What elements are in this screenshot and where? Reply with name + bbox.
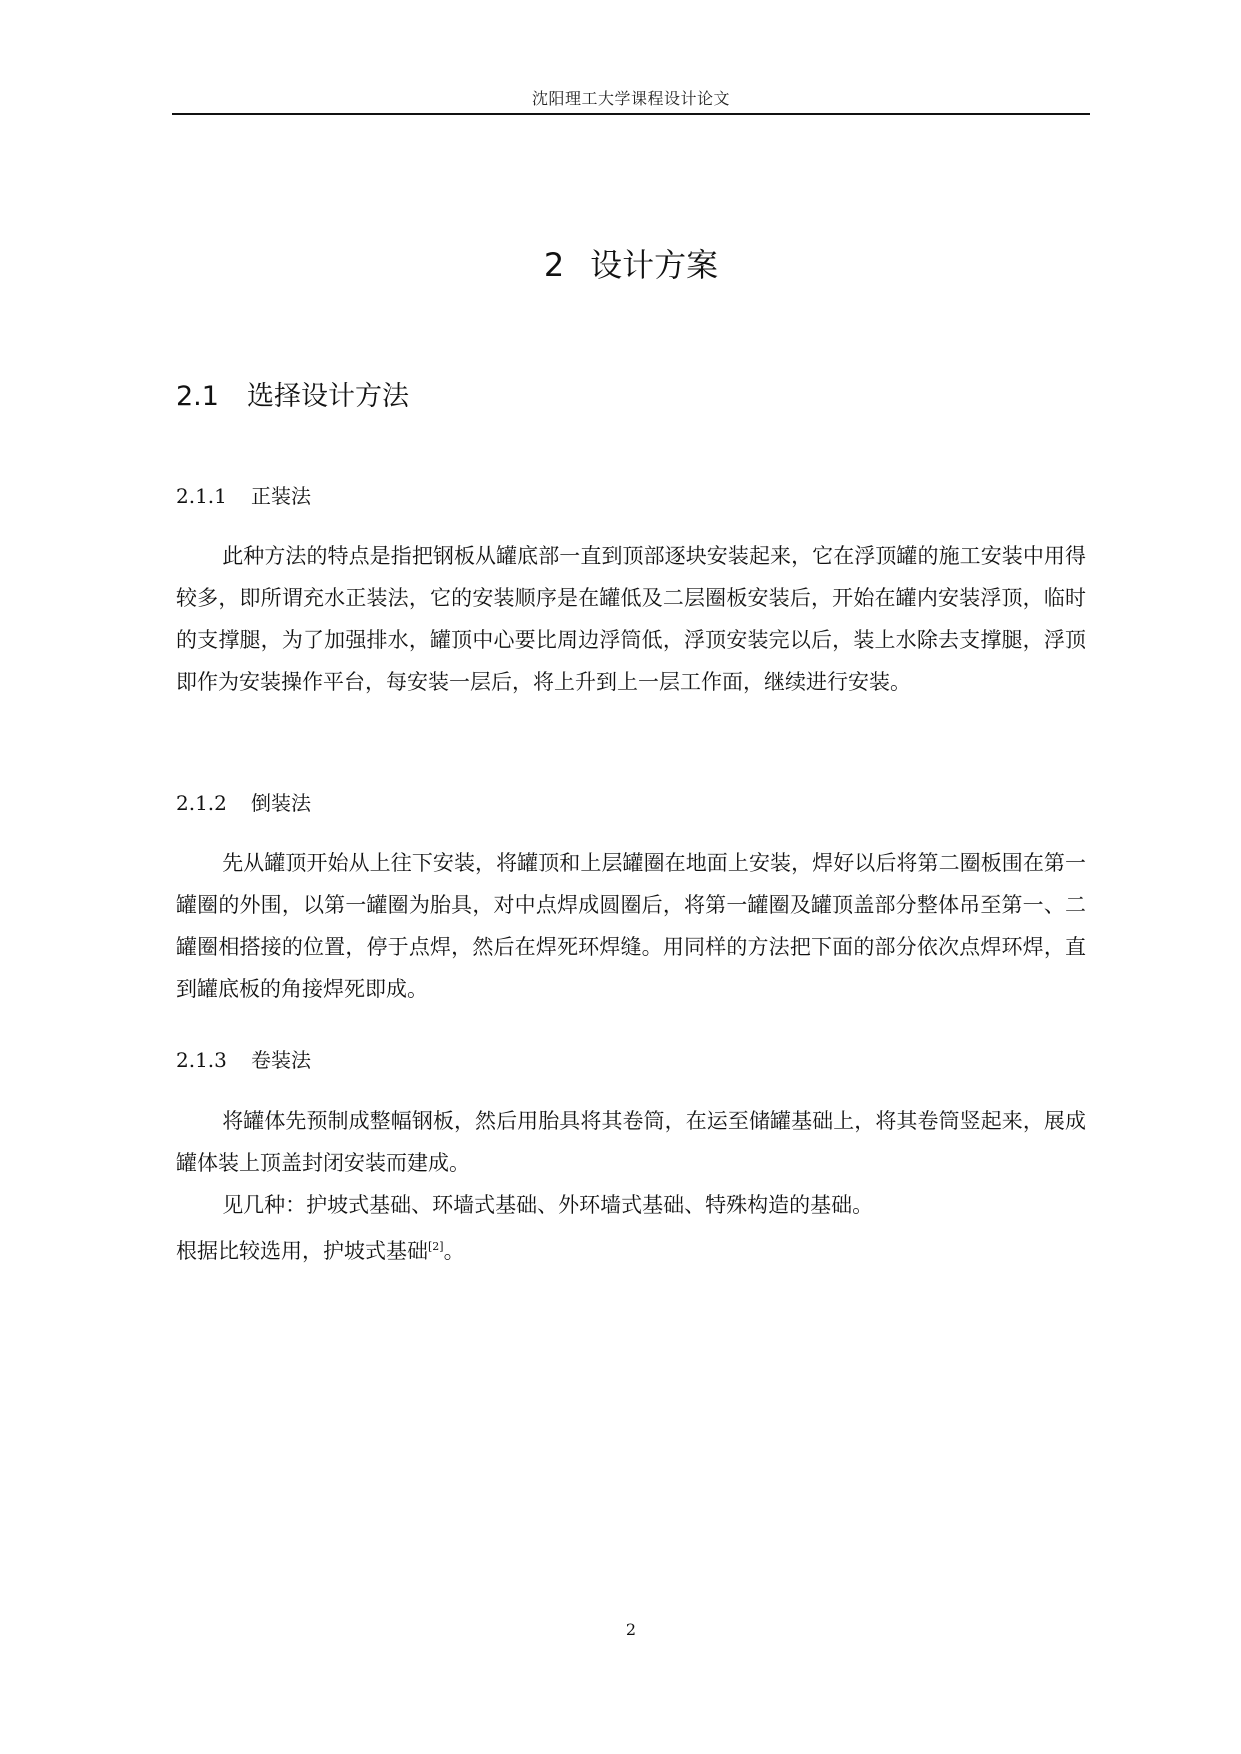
paragraph-zhengzhuang: 此种方法的特点是指把钢板从罐底部一直到顶部逐块安装起来，它在浮顶罐的施工安装中用得较多，即所谓充水正装法，它的安装顺序是在罐低及二层圈板安装后，开始在罐内安装浮顶，临时的支撑腿，为了加强排水，罐顶中心要比周边浮筒低，浮顶安装完以后，装上水除去支撑腿，浮顶即作为安装操作平台，每安装一层后，将上升到上一层工作面，继续进行安装。 [176,544,1086,694]
chapter-title-text: 设计方案 [590,246,719,284]
subsection-heading-zhengzhuang [176,480,311,509]
chapter-number: 2 [543,246,565,284]
subsection-title: 正装法 [251,484,311,508]
subsection-heading-juanzhuang [176,1044,311,1073]
section-title [176,374,409,413]
subsection-title: 倒装法 [251,791,311,815]
citation-marker: [2] [428,1240,444,1253]
conclusion-end-mark: 。 [443,1239,465,1263]
subsection-number: 2.1.2 [176,791,227,815]
header-divider [172,113,1090,115]
conclusion-text: 根据比较选用，护坡式基础 [176,1239,428,1263]
subsection-number: 2.1.1 [176,484,227,508]
page-number: 2 [625,1620,637,1639]
section-title-text: 选择设计方法 [246,381,409,412]
chapter-title [172,240,1090,286]
subsection-heading-daozhuang [176,787,311,816]
subsection-number: 2.1.3 [176,1048,227,1072]
paragraph-juanzhuang: 将罐体先预制成整幅钢板，然后用胎具将其卷筒，在运至储罐基础上，将其卷筒竖起来，展成罐体装上顶盖封闭安装而建成。 [176,1109,1086,1175]
paragraph-foundation-types: 见几种：护坡式基础、环墙式基础、外环墙式基础、特殊构造的基础。 [222,1193,874,1217]
subsection-title: 卷装法 [251,1048,311,1072]
section-number: 2.1 [176,381,219,412]
running-header: 沈阳理工大学课程设计论文 [531,89,730,108]
paragraph-daozhuang: 先从罐顶开始从上往下安装，将罐顶和上层罐圈在地面上安装，焊好以后将第二圈板围在第一罐圈的外围，以第一罐圈为胎具，对中点焊成圆圈后，将第一罐圈及罐顶盖部分整体吊至第一、二罐圈相搭接的位置，停于点焊，然后在焊死环焊缝。用同样的方法把下面的部分依次点焊环焊，直到罐底板的角接焊死即成。 [176,851,1086,1001]
paragraph-conclusion [176,1226,1086,1272]
